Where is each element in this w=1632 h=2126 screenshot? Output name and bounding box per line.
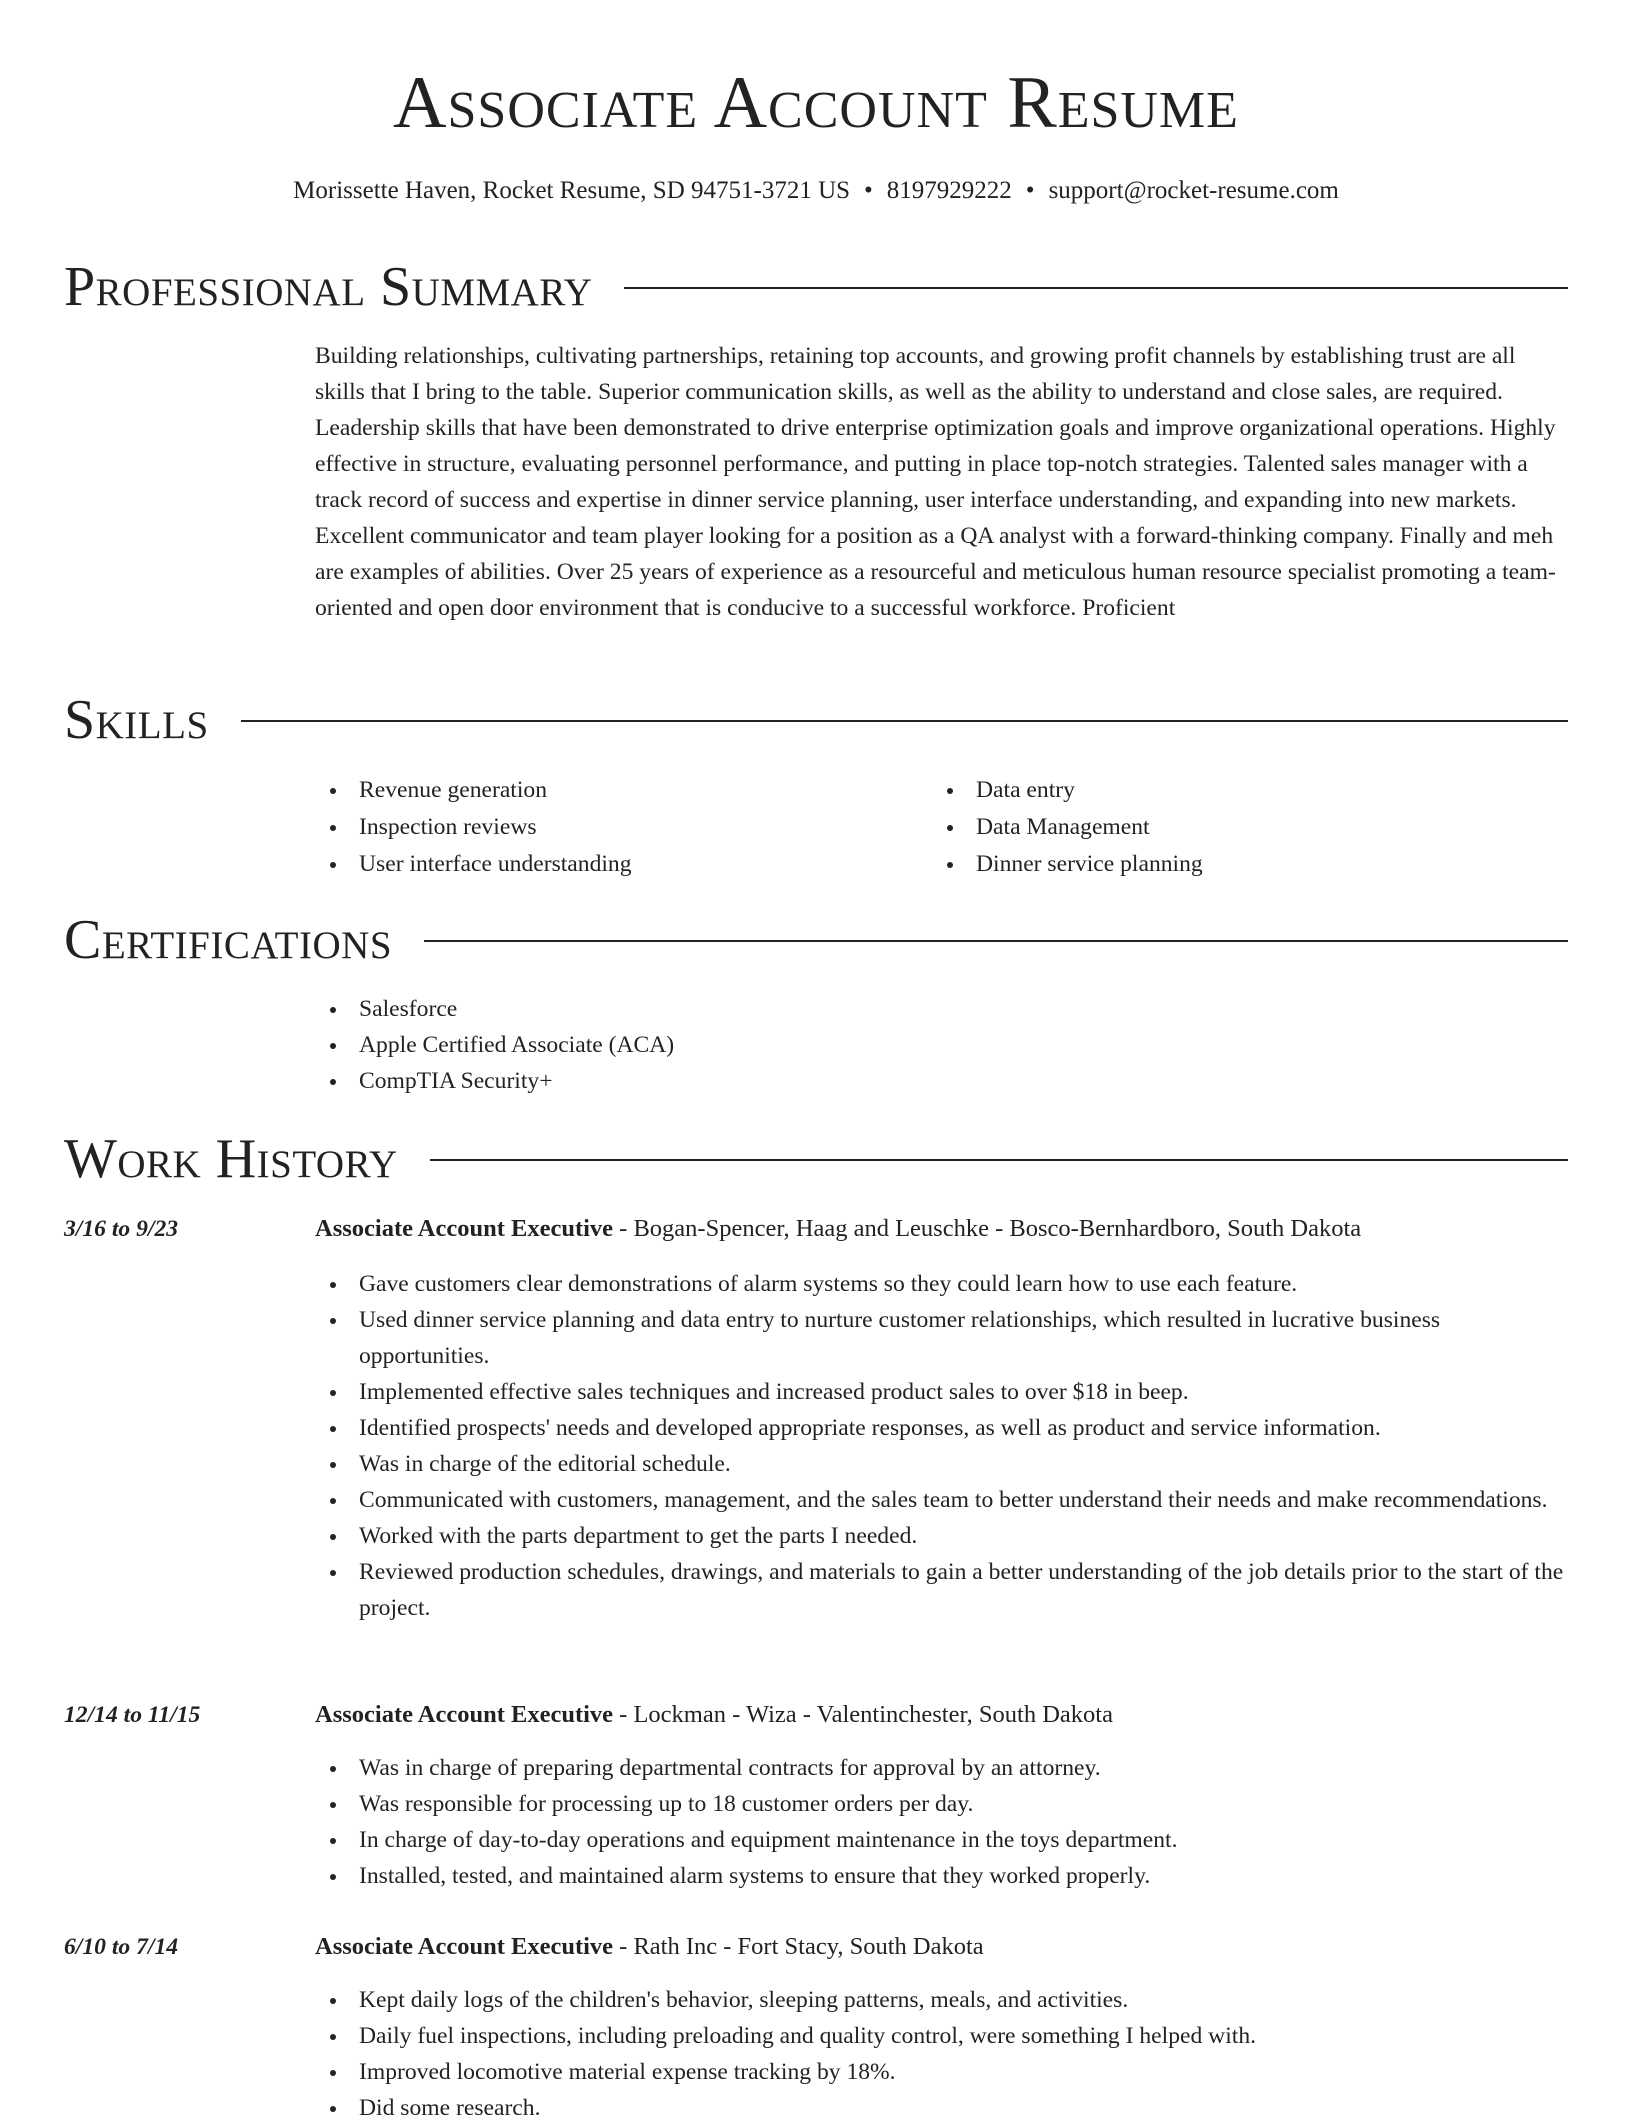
certifications-heading: Certifications: [64, 909, 393, 971]
skills-heading: Skills: [64, 689, 209, 751]
summary-heading: Professional Summary: [64, 256, 593, 318]
duty-item: Kept daily logs of the children's behavior, sleeping patterns, meals, and activities.: [315, 1982, 1571, 2018]
job-title: Associate Account Executive: [315, 1215, 614, 1242]
certification-item: Apple Certified Associate (ACA): [315, 1027, 1115, 1063]
skill-item: User interface understanding: [315, 846, 915, 883]
duty-item: Was in charge of the editorial schedule.: [315, 1446, 1571, 1482]
section-divider: [430, 1159, 1568, 1161]
work-history-section-header: [64, 1126, 1568, 1192]
contact-line: [0, 175, 1632, 207]
skills-column-left: [315, 772, 915, 883]
work-history-heading: Work History: [64, 1128, 398, 1190]
job-duties: [315, 1982, 1571, 2126]
certifications-list-wrap: [315, 991, 1115, 1099]
duty-item: Daily fuel inspections, including preloading and quality control, were something I helped with.: [315, 2018, 1571, 2054]
skills-column-right: [932, 772, 1532, 883]
section-divider: [624, 287, 1568, 289]
job-dates: 12/14 to 11/15: [64, 1702, 201, 1728]
duty-item: Improved locomotive material expense tracking by 18%.: [315, 2054, 1571, 2090]
contact-email: support@rocket-resume.com: [1048, 177, 1339, 204]
duty-item: Worked with the parts department to get the parts I needed.: [315, 1518, 1571, 1554]
job-duties-list: [315, 1982, 1571, 2126]
duty-item: Installed, tested, and maintained alarm systems to ensure that they worked properly.: [315, 1858, 1571, 1894]
duty-item: Did some research.: [315, 2090, 1571, 2126]
skills-list-right: [932, 772, 1532, 883]
duty-item: Was in charge of preparing departmental contracts for approval by an attorney.: [315, 1750, 1571, 1786]
skill-item: Dinner service planning: [932, 846, 1532, 883]
skill-item: Data entry: [932, 772, 1532, 809]
job-heading: [315, 1699, 1575, 1731]
job-employer: - Rath Inc - Fort Stacy, South Dakota: [613, 1933, 984, 1960]
duty-item: In charge of day-to-day operations and equipment maintenance in the toys department.: [315, 1822, 1571, 1858]
job-duties: [315, 1750, 1571, 1894]
job-duties-list: [315, 1266, 1571, 1626]
job-dates: 6/10 to 7/14: [64, 1934, 179, 1960]
duty-item: Reviewed production schedules, drawings, and materials to gain a better understanding of the job details prior to the start of the project.: [315, 1554, 1571, 1626]
certification-item: Salesforce: [315, 991, 1115, 1027]
section-divider: [241, 720, 1568, 722]
duty-item: Implemented effective sales techniques and increased product sales to over $18 in beep.: [315, 1374, 1571, 1410]
summary-text: Building relationships, cultivating partnerships, retaining top accounts, and growing profit channels by establishing trust are all skills that I bring to the table. Superior communication skills, as well as the ability to understand and close sales, are required. Leadership skills that have been demonstrated to drive enterprise optimization goals and improve organizational operations. Highly effective in structure, evaluating personnel performance, and putting in place top-notch strategies. Talented sales manager with a track record of success and expertise in dinner service planning, user interface understanding, and expanding into new markets. Excellent communicator and team player looking for a position as a QA analyst with a forward-thinking company. Finally and meh are examples of abilities. Over 25 years of experience as a resourceful and meticulous human resource specialist promoting a team-oriented and open door environment that is conducive to a successful workforce. Proficient: [315, 343, 1556, 621]
job-heading: [315, 1213, 1575, 1245]
contact-separator: •: [1025, 177, 1035, 204]
job-duties-list: [315, 1750, 1571, 1894]
job-dates: 3/16 to 9/23: [64, 1216, 179, 1242]
skill-item: Inspection reviews: [315, 809, 915, 846]
job-title: Associate Account Executive: [315, 1933, 614, 1960]
duty-item: Identified prospects' needs and developed appropriate responses, as well as product and service information.: [315, 1410, 1571, 1446]
skill-item: Revenue generation: [315, 772, 915, 809]
job-employer: - Lockman - Wiza - Valentinchester, South Dakota: [613, 1701, 1113, 1728]
certifications-section-header: [64, 907, 1568, 973]
job-title: Associate Account Executive: [315, 1701, 614, 1728]
duty-item: Used dinner service planning and data entry to nurture customer relationships, which resulted in lucrative business opportunities.: [315, 1302, 1571, 1374]
skills-list-left: [315, 772, 915, 883]
job-heading: [315, 1931, 1575, 1963]
contact-address: Morissette Haven, Rocket Resume, SD 94751-3721 US: [293, 177, 851, 204]
certification-item: CompTIA Security+: [315, 1063, 1115, 1099]
duty-item: Gave customers clear demonstrations of alarm systems so they could learn how to use each feature.: [315, 1266, 1571, 1302]
duty-item: Communicated with customers, management, and the sales team to better understand their needs and make recommendations.: [315, 1482, 1571, 1518]
skills-section-header: [64, 687, 1568, 753]
contact-phone: 8197929222: [886, 177, 1012, 204]
contact-separator: •: [864, 177, 873, 204]
duty-item: Was responsible for processing up to 18 customer orders per day.: [315, 1786, 1571, 1822]
section-divider: [424, 940, 1568, 942]
job-duties: [315, 1266, 1571, 1626]
summary-section-header: [64, 254, 1568, 320]
job-employer: - Bogan-Spencer, Haag and Leuschke - Bosco-Bernhardboro, South Dakota: [613, 1215, 1362, 1242]
skill-item: Data Management: [932, 809, 1532, 846]
certifications-list: [315, 991, 1115, 1099]
resume-title: Associate Account Resume: [393, 62, 1239, 144]
